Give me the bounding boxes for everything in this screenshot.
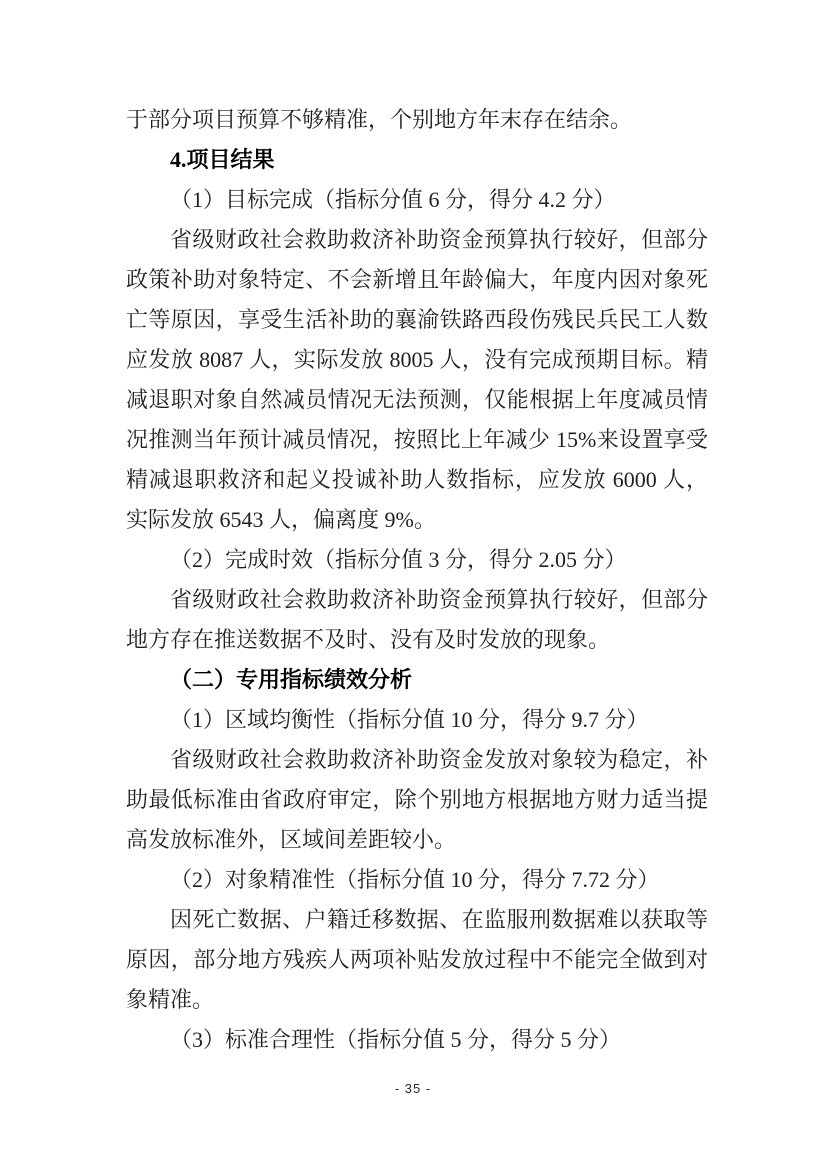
indicator-line-completion-timeliness: （2）完成时效（指标分值 3 分，得分 2.05 分）: [170, 547, 627, 572]
paragraph-completion-timeliness-analysis: 省级财政社会救助救济补助资金预算执行较好，但部分地方存在推送数据不及时、没有及时发放的现象。: [126, 587, 708, 652]
paragraph-goal-completion-analysis: 省级财政社会救助救济补助资金预算执行较好，但部分政策补助对象特定、不会新增且年龄偏大，年度内因对象死亡等原因，享受生活补助的襄渝铁路西段伤残民兵民工人数应发放 8087 人，实际发放 8005 人，没有完成预期目标。精减退职对象自然减员情况无法预测，仅能根据上年度减员情况推测当年预计减员情况，按照比上年减少 15%来设置享受精减退职救济和起义投诚补助人数指标，应发放 6000 人，实际发放 6543 人，偏离度 9%。: [126, 227, 708, 532]
section-heading-project-results: 4.项目结果: [170, 147, 275, 172]
indicator-line-goal-completion: （1）目标完成（指标分值 6 分，得分 4.2 分）: [170, 187, 616, 212]
indicator-line-regional-balance: （1）区域均衡性（指标分值 10 分，得分 9.7 分）: [170, 707, 649, 732]
document-body: [126, 100, 708, 1060]
continuation-paragraph: 于部分项目预算不够精准，个别地方年末存在结余。: [126, 107, 633, 132]
paragraph-target-accuracy-analysis: 因死亡数据、户籍迁移数据、在监服刑数据难以获取等原因，部分地方残疾人两项补贴发放过程中不能完全做到对象精准。: [126, 907, 708, 1012]
indicator-line-standard-reasonableness: （3）标准合理性（指标分值 5 分，得分 5 分）: [170, 1027, 622, 1052]
paragraph-regional-balance-analysis: 省级财政社会救助救济补助资金发放对象较为稳定，补助最低标准由省政府审定，除个别地方根据地方财力适当提高发放标准外，区域间差距较小。: [126, 747, 708, 852]
page-number: - 35 -: [394, 1081, 432, 1096]
indicator-line-target-accuracy: （2）对象精准性（指标分值 10 分，得分 7.72 分）: [170, 867, 660, 892]
section-heading-special-indicators: （二）专用指标绩效分析: [170, 667, 413, 692]
